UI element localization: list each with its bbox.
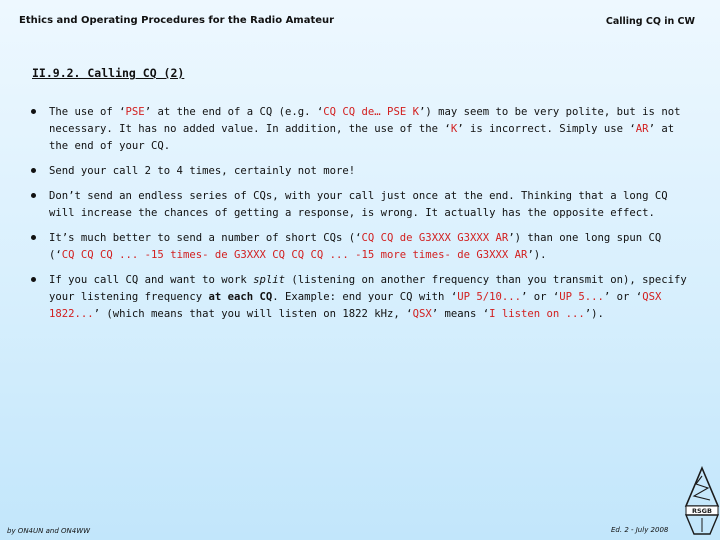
bullet-list	[31, 104, 691, 331]
strong-text: at each CQ	[208, 291, 273, 303]
bullet-text	[49, 163, 691, 180]
bullet-dot-icon	[31, 235, 36, 240]
author-credit: by ON4UN and ON4WW	[7, 527, 91, 535]
list-item	[31, 104, 691, 155]
edition-label: Ed. 2 - July 2008	[611, 526, 669, 534]
text-run: . Example: end your CQ with ‘	[272, 291, 458, 303]
bullet-dot-icon	[31, 193, 36, 198]
text-run: ’).	[527, 249, 547, 261]
text-run: If you call CQ and want to work	[49, 274, 254, 286]
list-item	[31, 163, 691, 180]
highlighted-text: UP 5/10...	[457, 291, 521, 303]
highlighted-text: I listen on ...	[489, 308, 585, 320]
rsgb-logo-icon	[680, 466, 720, 536]
highlighted-text: CQ CQ de G3XXX G3XXX AR	[361, 232, 509, 244]
highlighted-text: PSE	[125, 106, 145, 118]
list-item	[31, 188, 691, 222]
text-run: The use of ‘	[49, 106, 126, 118]
text-run: ’ or ‘	[603, 291, 643, 303]
text-run: ’ means ‘	[431, 308, 490, 320]
text-run: ’ or ‘	[520, 291, 560, 303]
bullet-text	[49, 188, 691, 222]
highlighted-text: AR	[635, 123, 649, 135]
text-run: Send your call 2 to 4 times, certainly not more!	[49, 165, 356, 177]
text-run: ’) may seem to be very polite, but is not necessary. It has no added value. In addition, the use of the ‘	[49, 106, 681, 135]
highlighted-text: QSX	[412, 308, 432, 320]
list-item	[31, 272, 691, 323]
highlighted-text: QSX 1822...	[49, 291, 662, 320]
text-run: ’ at the end of your CQ.	[49, 123, 675, 152]
bullet-text	[49, 272, 691, 323]
document-title: Ethics and Operating Procedures for the Radio Amateur	[19, 15, 335, 26]
text-run: ’ is incorrect. Simply use ‘	[457, 123, 636, 135]
text-run: It’s much better to send a number of short CQs (‘	[49, 232, 362, 244]
emphasized-text: split	[253, 274, 285, 286]
text-run: ’).	[584, 308, 604, 320]
slide-topic: Calling CQ in CW	[605, 16, 695, 27]
text-run: Don’t send an endless series of CQs, with your call just once at the end. Thinking that a long CQ will increase the chances of getting a response, is wrong. It actually has the opposite effect.	[49, 190, 668, 219]
list-item	[31, 230, 691, 264]
highlighted-text: K	[450, 123, 458, 135]
section-title: II.9.2. Calling CQ (2)	[32, 66, 185, 80]
bullet-text	[49, 104, 691, 155]
text-run: ’ at the end of a CQ (e.g. ‘	[144, 106, 324, 118]
text-run: (listening on another frequency than you transmit on), specify your listening frequency	[49, 274, 687, 303]
highlighted-text: CQ CQ CQ ... -15 times- de G3XXX CQ CQ CQ ... -15 more times- de G3XXX AR	[61, 249, 528, 261]
text-run: ’ (which means that you will listen on 1822 kHz, ‘	[93, 308, 413, 320]
text-run: ’) than one long spun CQ (‘	[49, 232, 662, 261]
header	[0, 0, 720, 44]
bullet-dot-icon	[31, 168, 36, 173]
bullet-text	[49, 230, 691, 264]
highlighted-text: UP 5...	[559, 291, 604, 303]
bullet-dot-icon	[31, 109, 36, 114]
logo-text: RSGB	[692, 507, 712, 516]
highlighted-text: CQ CQ de… PSE K	[323, 106, 419, 118]
bullet-dot-icon	[31, 277, 36, 282]
